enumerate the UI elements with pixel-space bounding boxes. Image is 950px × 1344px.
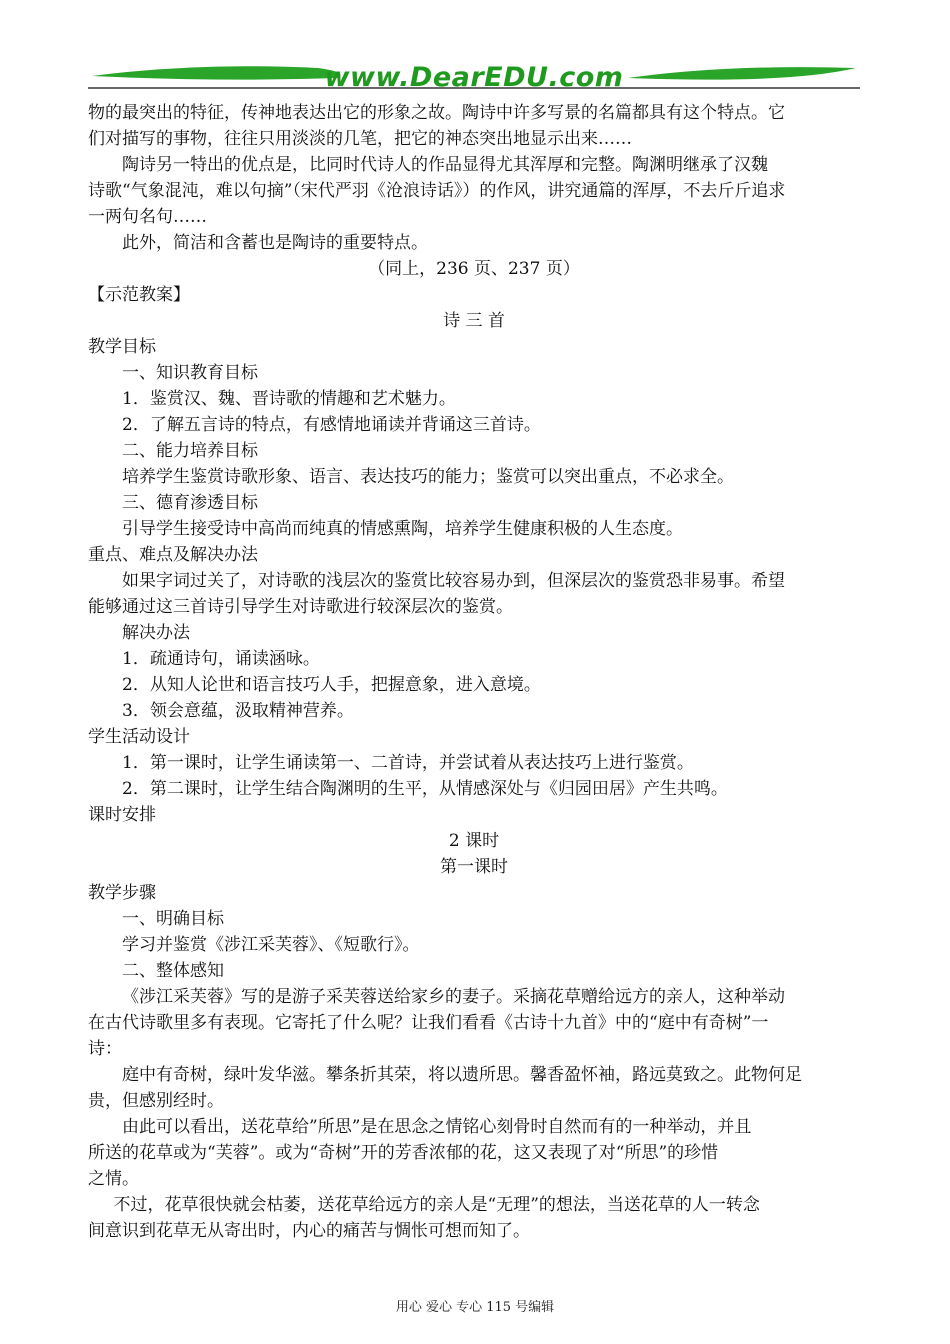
list-item: 1．疏通诗句，诵读涵咏。 — [122, 649, 320, 669]
citation: （同上，236 页、237 页） — [368, 259, 580, 279]
document-body — [88, 100, 860, 1244]
subheading: 一、知识教育目标 — [122, 363, 258, 383]
site-header — [88, 58, 860, 98]
list-item: 2．了解五言诗的特点，有感情地诵读并背诵这三首诗。 — [122, 415, 541, 435]
paragraph-line: 们对描写的事物，往往只用淡淡的几笔，把它的神态突出地显示出来…… — [88, 129, 632, 149]
lesson-period-title: 第一课时 — [440, 857, 508, 877]
list-item: 1．第一课时，让学生诵读第一、二首诗，并尝试着从表达技巧上进行鉴赏。 — [122, 753, 694, 773]
subheading: 二、能力培养目标 — [122, 441, 258, 461]
paragraph-line: 一两句名句…… — [88, 207, 207, 227]
paragraph-line: 《涉江采芙蓉》写的是游子采芙蓉送给家乡的妻子。采摘花草赠给远方的亲人，这种举动 — [122, 987, 785, 1007]
paragraph-line: 之情。 — [88, 1169, 139, 1189]
paragraph-line: 能够通过这三首诗引导学生对诗歌进行较深层次的鉴赏。 — [88, 597, 513, 617]
paragraph-line: 学习并鉴赏《涉江采芙蓉》、《短歌行》。 — [122, 935, 420, 955]
list-item: 2．第二课时，让学生结合陶渊明的生平，从情感深处与《归园田居》产生共鸣。 — [122, 779, 728, 799]
poem-line: 贵，但感别经时。 — [88, 1091, 224, 1111]
paragraph-line: 诗歌“气象混沌，难以句摘”（宋代严羽《沧浪诗话》）的作风，讲究通篇的浑厚，不去斤斤追求 — [88, 181, 786, 201]
section-heading: 【示范教案】 — [88, 285, 190, 305]
paragraph-line: 间意识到花草无从寄出时，内心的痛苦与惆怅可想而知了。 — [88, 1221, 530, 1241]
poem-line: 庭中有奇树，绿叶发华滋。攀条折其荣，将以遗所思。馨香盈怀袖，路远莫致之。此物何足 — [122, 1065, 802, 1085]
paragraph-line: 物的最突出的特征，传神地表达出它的形象之故。陶诗中许多写景的名篇都具有这个特点。它 — [88, 103, 785, 123]
paragraph-line: 不过，花草很快就会枯萎，送花草给远方的亲人是“无理”的想法，当送花草的人一转念 — [113, 1195, 760, 1215]
site-logo[interactable]: www.DearEDU.com — [324, 62, 624, 93]
paragraph-line: 由此可以看出，送花草给”所思”是在思念之情铭心刻骨时自然而有的一种举动，并且 — [122, 1117, 752, 1137]
section-heading: 重点、难点及解决办法 — [88, 545, 258, 565]
paragraph-line: 所送的花草或为“芙蓉”。或为“奇树”开的芳香浓郁的花，这又表现了对“所思”的珍惜 — [88, 1143, 719, 1163]
lesson-count: 2 课时 — [448, 831, 500, 851]
page-footer: 用心 爱心 专心 115 号编辑 — [395, 1300, 555, 1315]
section-heading: 教学目标 — [88, 337, 156, 357]
list-item: 2．从知人论世和语言技巧人手，把握意象，进入意境。 — [122, 675, 541, 695]
subheading: 解决办法 — [122, 623, 190, 643]
section-heading: 课时安排 — [88, 805, 156, 825]
paragraph-line: 此外，简洁和含蓄也是陶诗的重要特点。 — [122, 233, 428, 253]
section-heading: 教学步骤 — [88, 883, 156, 903]
paragraph-line: 引导学生接受诗中高尚而纯真的情感熏陶，培养学生健康积极的人生态度。 — [122, 519, 683, 539]
list-item: 3．领会意蕴，汲取精神营养。 — [122, 701, 354, 721]
section-heading: 学生活动设计 — [88, 727, 190, 747]
paragraph-line: 如果字词过关了，对诗歌的浅层次的鉴赏比较容易办到，但深层次的鉴赏恐非易事。希望 — [122, 571, 785, 591]
lesson-title: 诗 三 首 — [443, 311, 505, 331]
list-item: 1．鉴赏汉、魏、晋诗歌的情趣和艺术魅力。 — [122, 389, 456, 409]
subheading: 一、明确目标 — [122, 909, 224, 929]
paragraph-line: 陶诗另一特出的优点是，比同时代诗人的作品显得尤其浑厚和完整。陶渊明继承了汉魏 — [122, 155, 768, 175]
paragraph-line: 诗： — [88, 1039, 122, 1059]
subheading: 二、整体感知 — [122, 961, 224, 981]
subheading: 三、德育渗透目标 — [122, 493, 258, 513]
paragraph-line: 在古代诗歌里多有表现。它寄托了什么呢？让我们看看《古诗十九首》中的“庭中有奇树”一 — [88, 1013, 769, 1033]
paragraph-line: 培养学生鉴赏诗歌形象、语言、表达技巧的能力；鉴赏可以突出重点，不必求全。 — [122, 467, 734, 487]
